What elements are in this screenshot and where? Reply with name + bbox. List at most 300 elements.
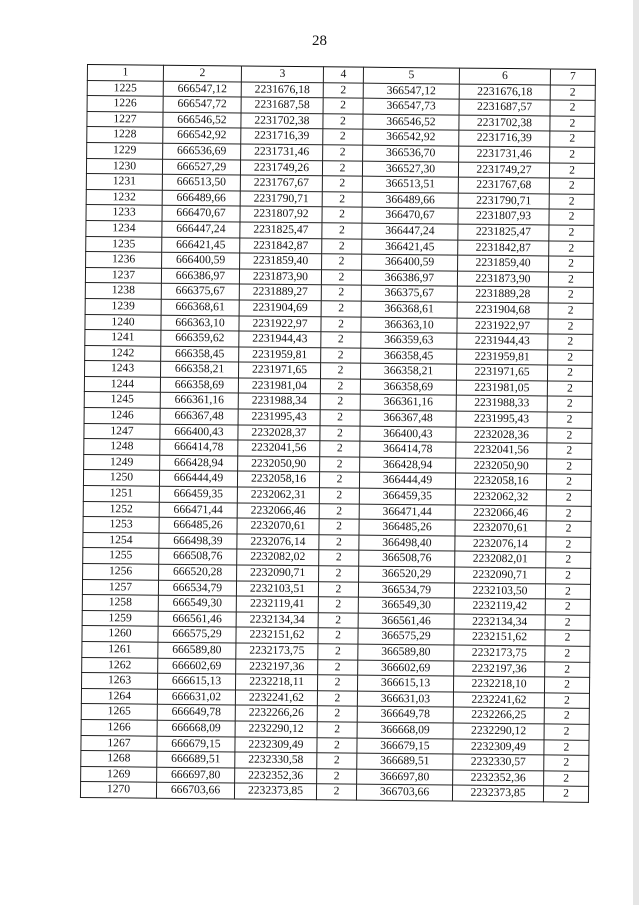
table-cell: 1251 bbox=[83, 486, 159, 502]
table-cell: 366444,49 bbox=[359, 473, 455, 490]
table-cell: 2 bbox=[320, 410, 360, 426]
table-cell: 666400,43 bbox=[160, 424, 238, 440]
table-cell: 2 bbox=[548, 272, 593, 288]
coordinates-table-container bbox=[87, 64, 595, 798]
table-cell: 366358,69 bbox=[360, 379, 456, 396]
table-cell: 2232352,36 bbox=[453, 770, 544, 786]
column-header: 2 bbox=[163, 65, 241, 81]
table-cell: 2 bbox=[548, 318, 593, 334]
table-cell: 2232090,71 bbox=[455, 567, 546, 583]
column-header: 7 bbox=[550, 69, 595, 85]
table-cell: 366615,13 bbox=[357, 675, 453, 692]
table-cell: 366361,16 bbox=[360, 395, 456, 412]
table-cell: 2 bbox=[320, 394, 360, 410]
table-cell: 2232041,56 bbox=[456, 442, 547, 458]
table-cell: 366668,09 bbox=[357, 722, 453, 739]
table-cell: 2232103,51 bbox=[236, 581, 318, 597]
table-cell: 366428,94 bbox=[360, 457, 456, 474]
table-cell: 666689,51 bbox=[157, 751, 235, 767]
page-number: 28 bbox=[312, 33, 327, 49]
table-cell: 2 bbox=[319, 472, 359, 488]
table-cell: 2 bbox=[546, 537, 591, 553]
table-cell: 666489,66 bbox=[162, 190, 240, 206]
table-cell: 2231904,69 bbox=[239, 300, 321, 316]
table-cell: 2 bbox=[323, 82, 363, 98]
table-cell: 1249 bbox=[84, 454, 160, 470]
table-cell: 666428,94 bbox=[160, 455, 238, 471]
table-cell: 2 bbox=[321, 332, 361, 348]
table-cell: 2 bbox=[546, 490, 591, 506]
table-cell: 2 bbox=[319, 550, 359, 566]
table-cell: 2232241,62 bbox=[235, 690, 317, 706]
page-edge-shadow bbox=[633, 0, 639, 905]
table-cell: 1234 bbox=[86, 220, 162, 236]
table-cell: 2231790,71 bbox=[240, 191, 322, 207]
column-header: 1 bbox=[87, 65, 163, 81]
table-cell: 366703,66 bbox=[356, 784, 452, 801]
table-cell: 1245 bbox=[84, 392, 160, 408]
table-cell: 2 bbox=[548, 350, 593, 366]
table-cell: 2231904,68 bbox=[457, 302, 548, 318]
table-cell: 366549,30 bbox=[358, 597, 454, 614]
table-cell: 2 bbox=[550, 116, 595, 132]
table-cell: 2 bbox=[546, 506, 591, 522]
table-cell: 2231988,34 bbox=[238, 393, 320, 409]
table-cell: 2232218,10 bbox=[453, 676, 544, 692]
table-cell: 1269 bbox=[81, 766, 157, 782]
table-cell: 2231922,97 bbox=[239, 315, 321, 331]
table-cell: 2 bbox=[550, 85, 595, 101]
table-cell: 1238 bbox=[85, 283, 161, 299]
table-body bbox=[80, 80, 595, 802]
table-cell: 2231749,26 bbox=[240, 160, 322, 176]
table-cell: 2 bbox=[319, 488, 359, 504]
table-cell: 666470,67 bbox=[162, 206, 240, 222]
table-cell: 1255 bbox=[83, 548, 159, 564]
table-cell: 666459,35 bbox=[159, 486, 237, 502]
table-cell: 2232050,90 bbox=[238, 456, 320, 472]
table-cell: 2232070,61 bbox=[237, 518, 319, 534]
table-cell: 2232134,34 bbox=[236, 612, 318, 628]
table-cell: 366575,29 bbox=[358, 629, 454, 646]
table-cell: 666703,66 bbox=[156, 783, 234, 799]
table-cell: 2231731,46 bbox=[459, 146, 550, 162]
table-cell: 366489,66 bbox=[362, 192, 458, 209]
table-cell: 366359,63 bbox=[361, 332, 457, 349]
table-cell: 2 bbox=[321, 316, 361, 332]
table-cell: 2 bbox=[319, 535, 359, 551]
table-cell: 2232290,12 bbox=[453, 723, 544, 739]
table-cell: 2 bbox=[317, 768, 357, 784]
table-cell: 2231981,04 bbox=[238, 378, 320, 394]
table-cell: 2232082,01 bbox=[455, 551, 546, 567]
table-cell: 2231676,18 bbox=[241, 82, 323, 98]
table-cell: 2231873,90 bbox=[457, 271, 548, 287]
table-cell: 1241 bbox=[85, 330, 161, 346]
table-cell: 2231807,93 bbox=[458, 208, 549, 224]
table-cell: 2 bbox=[543, 786, 588, 802]
table-cell: 2 bbox=[318, 581, 358, 597]
table-cell: 366520,29 bbox=[359, 566, 455, 583]
table-cell: 2 bbox=[316, 784, 356, 800]
table-cell: 2 bbox=[321, 347, 361, 363]
table-cell: 2232218,11 bbox=[236, 674, 318, 690]
table-cell: 2 bbox=[317, 675, 357, 691]
table-cell: 2232076,14 bbox=[455, 536, 546, 552]
table-cell: 366534,79 bbox=[358, 582, 454, 599]
table-cell: 366368,61 bbox=[361, 301, 457, 318]
table-cell: 366547,73 bbox=[363, 98, 459, 115]
table-cell: 2231749,27 bbox=[458, 162, 549, 178]
table-cell: 666536,69 bbox=[163, 143, 241, 159]
table-cell: 2 bbox=[317, 722, 357, 738]
table-cell: 366546,52 bbox=[363, 114, 459, 131]
table-cell: 2 bbox=[322, 254, 362, 270]
table-cell: 2 bbox=[547, 443, 592, 459]
table-cell: 666520,28 bbox=[159, 564, 237, 580]
table-cell: 2 bbox=[320, 441, 360, 457]
table-cell: 666547,72 bbox=[163, 96, 241, 112]
table-cell: 2231988,33 bbox=[456, 396, 547, 412]
table-cell: 666561,46 bbox=[158, 611, 236, 627]
table-cell: 366547,12 bbox=[363, 83, 459, 100]
table-cell: 1231 bbox=[86, 174, 162, 190]
table-cell: 666358,45 bbox=[161, 346, 239, 362]
table-cell: 2 bbox=[318, 613, 358, 629]
table-cell: 666361,16 bbox=[160, 393, 238, 409]
table-cell: 366358,21 bbox=[360, 363, 456, 380]
table-cell: 1252 bbox=[83, 501, 159, 517]
table-cell: 366508,76 bbox=[359, 551, 455, 568]
table-cell: 666358,69 bbox=[160, 377, 238, 393]
table-cell: 2 bbox=[549, 209, 594, 225]
table-cell: 2232173,75 bbox=[236, 643, 318, 659]
table-cell: 2232119,41 bbox=[236, 596, 318, 612]
table-cell: 2 bbox=[546, 552, 591, 568]
table-cell: 2231971,65 bbox=[456, 364, 547, 380]
table-cell: 2232197,36 bbox=[236, 659, 318, 675]
table-cell: 2232119,42 bbox=[454, 598, 545, 614]
table-cell: 2 bbox=[546, 521, 591, 537]
table-cell: 2232066,46 bbox=[455, 505, 546, 521]
table-cell: 2 bbox=[320, 457, 360, 473]
table-cell: 366367,48 bbox=[360, 410, 456, 427]
table-cell: 2 bbox=[323, 98, 363, 114]
table-cell: 2232151,62 bbox=[454, 629, 545, 645]
table-cell: 2 bbox=[317, 690, 357, 706]
table-cell: 1247 bbox=[84, 423, 160, 439]
table-cell: 666534,79 bbox=[158, 580, 236, 596]
table-cell: 666485,26 bbox=[159, 517, 237, 533]
table-cell: 2232134,34 bbox=[454, 614, 545, 630]
table-cell: 2 bbox=[548, 287, 593, 303]
column-header: 4 bbox=[323, 67, 363, 83]
table-cell: 2 bbox=[547, 381, 592, 397]
column-header: 5 bbox=[363, 67, 459, 84]
table-cell: 1258 bbox=[82, 595, 158, 611]
table-cell: 2 bbox=[320, 425, 360, 441]
table-cell: 666547,12 bbox=[163, 81, 241, 97]
table-cell: 666508,76 bbox=[159, 549, 237, 565]
table-cell: 2231731,46 bbox=[241, 144, 323, 160]
table-cell: 1227 bbox=[87, 111, 163, 127]
table-cell: 2232041,56 bbox=[238, 440, 320, 456]
table-cell: 2231944,43 bbox=[239, 331, 321, 347]
column-header: 3 bbox=[241, 66, 323, 82]
table-cell: 366679,15 bbox=[357, 738, 453, 755]
table-cell: 666358,21 bbox=[160, 362, 238, 378]
table-cell: 666471,44 bbox=[159, 502, 237, 518]
table-cell: 366589,80 bbox=[358, 644, 454, 661]
table-cell: 2 bbox=[550, 131, 595, 147]
table-cell: 366561,46 bbox=[358, 613, 454, 630]
table-cell: 1232 bbox=[86, 189, 162, 205]
table-cell: 2 bbox=[549, 178, 594, 194]
table-cell: 2 bbox=[548, 334, 593, 350]
table-cell: 2231687,57 bbox=[459, 99, 550, 115]
table-cell: 2 bbox=[320, 363, 360, 379]
table-cell: 666575,29 bbox=[158, 627, 236, 643]
table-cell: 2232373,85 bbox=[234, 783, 316, 799]
table-cell: 2 bbox=[322, 223, 362, 239]
table-cell: 2232173,75 bbox=[454, 645, 545, 661]
table-cell: 2232050,90 bbox=[456, 458, 547, 474]
table-cell: 366697,80 bbox=[357, 769, 453, 786]
table-cell: 666546,52 bbox=[163, 112, 241, 128]
table-cell: 2 bbox=[322, 238, 362, 254]
table-cell: 666513,50 bbox=[162, 174, 240, 190]
table-cell: 1233 bbox=[86, 205, 162, 221]
table-cell: 1235 bbox=[86, 236, 162, 252]
table-cell: 366375,67 bbox=[361, 285, 457, 302]
table-cell: 2 bbox=[323, 114, 363, 130]
table-cell: 1242 bbox=[85, 345, 161, 361]
table-cell: 2 bbox=[547, 459, 592, 475]
table-cell: 1229 bbox=[87, 142, 163, 158]
table-cell: 366471,44 bbox=[359, 504, 455, 521]
table-cell: 666368,61 bbox=[161, 299, 239, 315]
table-cell: 2 bbox=[549, 194, 594, 210]
table-cell: 2 bbox=[550, 147, 595, 163]
table-cell: 2 bbox=[544, 755, 589, 771]
table-cell: 2 bbox=[322, 160, 362, 176]
table-cell: 2232058,16 bbox=[237, 471, 319, 487]
table-cell: 666386,97 bbox=[161, 268, 239, 284]
table-cell: 2 bbox=[548, 303, 593, 319]
table-cell: 2 bbox=[319, 566, 359, 582]
table-cell: 2 bbox=[323, 129, 363, 145]
table-cell: 666498,39 bbox=[159, 533, 237, 549]
table-cell: 2231981,05 bbox=[456, 380, 547, 396]
table-cell: 2231859,40 bbox=[240, 253, 322, 269]
table-cell: 666631,02 bbox=[157, 689, 235, 705]
table-cell: 666679,15 bbox=[157, 736, 235, 752]
table-cell: 2232103,50 bbox=[454, 583, 545, 599]
table-cell: 366649,78 bbox=[357, 706, 453, 723]
table-cell: 2 bbox=[318, 597, 358, 613]
table-cell: 366400,59 bbox=[362, 254, 458, 271]
table-cell: 2 bbox=[547, 396, 592, 412]
table-cell: 666589,80 bbox=[158, 642, 236, 658]
table-cell: 2 bbox=[545, 661, 590, 677]
table-cell: 1226 bbox=[87, 96, 163, 112]
table-cell: 666615,13 bbox=[158, 673, 236, 689]
table-cell: 366498,40 bbox=[359, 535, 455, 552]
table-cell: 2232330,57 bbox=[453, 754, 544, 770]
table-cell: 2 bbox=[318, 628, 358, 644]
table-cell: 2 bbox=[545, 584, 590, 600]
table-cell: 666649,78 bbox=[157, 705, 235, 721]
table-cell: 1270 bbox=[80, 782, 156, 798]
table-cell: 666367,48 bbox=[160, 408, 238, 424]
table-cell: 1244 bbox=[84, 376, 160, 392]
table-cell: 1240 bbox=[85, 314, 161, 330]
table-cell: 2232309,49 bbox=[235, 736, 317, 752]
table-cell: 1256 bbox=[83, 563, 159, 579]
table-cell: 2232058,16 bbox=[455, 473, 546, 489]
table-cell: 2232028,36 bbox=[456, 427, 547, 443]
table-cell: 366689,51 bbox=[357, 753, 453, 770]
table-cell: 366447,24 bbox=[362, 223, 458, 240]
table-cell: 2 bbox=[545, 630, 590, 646]
table-cell: 366386,97 bbox=[361, 270, 457, 287]
table-cell: 2232090,71 bbox=[237, 565, 319, 581]
table-cell: 2 bbox=[318, 659, 358, 675]
table-cell: 2 bbox=[322, 192, 362, 208]
table-cell: 366542,92 bbox=[363, 130, 459, 147]
table-cell: 1259 bbox=[82, 610, 158, 626]
table-cell: 366470,67 bbox=[362, 207, 458, 224]
column-header: 6 bbox=[459, 68, 550, 84]
table-cell: 2232197,36 bbox=[454, 661, 545, 677]
table-cell: 2 bbox=[545, 615, 590, 631]
table-cell: 2232352,36 bbox=[235, 768, 317, 784]
table-cell: 1263 bbox=[82, 673, 158, 689]
table-cell: 2 bbox=[544, 708, 589, 724]
table-cell: 2 bbox=[544, 677, 589, 693]
table-cell: 2232082,02 bbox=[237, 549, 319, 565]
table-cell: 1264 bbox=[81, 688, 157, 704]
table-cell: 1261 bbox=[82, 641, 158, 657]
table-cell: 2231971,65 bbox=[238, 362, 320, 378]
table-cell: 666542,92 bbox=[163, 128, 241, 144]
table-cell: 2 bbox=[546, 568, 591, 584]
table-cell: 366513,51 bbox=[362, 176, 458, 193]
table-cell: 2232151,62 bbox=[236, 627, 318, 643]
table-cell: 666359,62 bbox=[161, 330, 239, 346]
table-cell: 366363,10 bbox=[361, 317, 457, 334]
table-cell: 2 bbox=[544, 693, 589, 709]
table-cell: 2 bbox=[317, 753, 357, 769]
table-cell: 2 bbox=[547, 412, 592, 428]
table-cell: 1236 bbox=[86, 252, 162, 268]
table-cell: 2232290,12 bbox=[235, 721, 317, 737]
table-cell: 2232330,58 bbox=[235, 752, 317, 768]
table-cell: 666697,80 bbox=[157, 767, 235, 783]
table-cell: 666414,78 bbox=[160, 439, 238, 455]
table-cell: 1266 bbox=[81, 719, 157, 735]
table-cell: 2 bbox=[549, 225, 594, 241]
table-cell: 2 bbox=[549, 256, 594, 272]
table-cell: 2231702,38 bbox=[459, 115, 550, 131]
table-cell: 2231687,58 bbox=[241, 97, 323, 113]
table-cell: 2232028,37 bbox=[238, 425, 320, 441]
table-cell: 2 bbox=[550, 100, 595, 116]
table-cell: 2231859,40 bbox=[458, 255, 549, 271]
table-cell: 1228 bbox=[87, 127, 163, 143]
table-cell: 2232266,25 bbox=[453, 707, 544, 723]
table-cell: 2232309,49 bbox=[453, 739, 544, 755]
table-cell: 2231842,87 bbox=[240, 238, 322, 254]
table-cell: 2 bbox=[321, 301, 361, 317]
table-cell: 2231995,43 bbox=[238, 409, 320, 425]
table-cell: 2 bbox=[545, 599, 590, 615]
table-cell: 2 bbox=[322, 176, 362, 192]
table-cell: 2231959,81 bbox=[239, 347, 321, 363]
table-cell: 2232062,31 bbox=[237, 487, 319, 503]
table-cell: 666400,59 bbox=[162, 252, 240, 268]
table-cell: 2231767,67 bbox=[240, 175, 322, 191]
table-cell: 2 bbox=[317, 737, 357, 753]
table-cell: 2232066,46 bbox=[237, 503, 319, 519]
table-cell: 2231807,92 bbox=[240, 206, 322, 222]
table-cell: 666668,09 bbox=[157, 720, 235, 736]
table-cell: 2 bbox=[317, 706, 357, 722]
table-cell: 1225 bbox=[87, 80, 163, 96]
table-cell: 2231959,81 bbox=[457, 349, 548, 365]
table-cell: 2231676,18 bbox=[459, 84, 550, 100]
table-cell: 1268 bbox=[81, 751, 157, 767]
table-cell: 1237 bbox=[85, 267, 161, 283]
table-cell: 1250 bbox=[83, 470, 159, 486]
table-cell: 2 bbox=[320, 379, 360, 395]
table-cell: 2 bbox=[321, 269, 361, 285]
table-cell: 666444,49 bbox=[159, 471, 237, 487]
table-cell: 666375,67 bbox=[161, 284, 239, 300]
table-cell: 2231889,27 bbox=[239, 284, 321, 300]
table-cell: 2 bbox=[549, 163, 594, 179]
table-cell: 2231944,43 bbox=[457, 333, 548, 349]
table-cell: 366459,35 bbox=[359, 488, 455, 505]
table-cell: 1257 bbox=[82, 579, 158, 595]
table-cell: 2231716,39 bbox=[241, 128, 323, 144]
table-cell: 366358,45 bbox=[361, 348, 457, 365]
table-cell: 2 bbox=[547, 428, 592, 444]
table-cell: 1230 bbox=[86, 158, 162, 174]
table-cell: 666602,69 bbox=[158, 658, 236, 674]
table-cell: 2 bbox=[545, 646, 590, 662]
table-cell: 366536,70 bbox=[363, 145, 459, 162]
table-cell: 2 bbox=[323, 145, 363, 161]
table-cell: 2231825,47 bbox=[458, 224, 549, 240]
table-cell: 2 bbox=[547, 365, 592, 381]
table-cell: 2232373,85 bbox=[452, 785, 543, 801]
table-cell: 2231702,38 bbox=[241, 113, 323, 129]
table-cell: 2232266,26 bbox=[235, 705, 317, 721]
table-cell: 2231790,71 bbox=[458, 193, 549, 209]
table-cell: 2 bbox=[544, 724, 589, 740]
table-cell: 1265 bbox=[81, 704, 157, 720]
table-cell: 2 bbox=[544, 771, 589, 787]
table-cell: 2 bbox=[544, 739, 589, 755]
table-cell: 2231889,28 bbox=[457, 286, 548, 302]
table-cell: 2 bbox=[549, 240, 594, 256]
table-cell: 2232076,14 bbox=[237, 534, 319, 550]
table-cell: 366414,78 bbox=[360, 441, 456, 458]
table-cell: 2232070,61 bbox=[455, 520, 546, 536]
coordinates-table bbox=[80, 64, 596, 803]
table-cell: 2232241,62 bbox=[453, 692, 544, 708]
